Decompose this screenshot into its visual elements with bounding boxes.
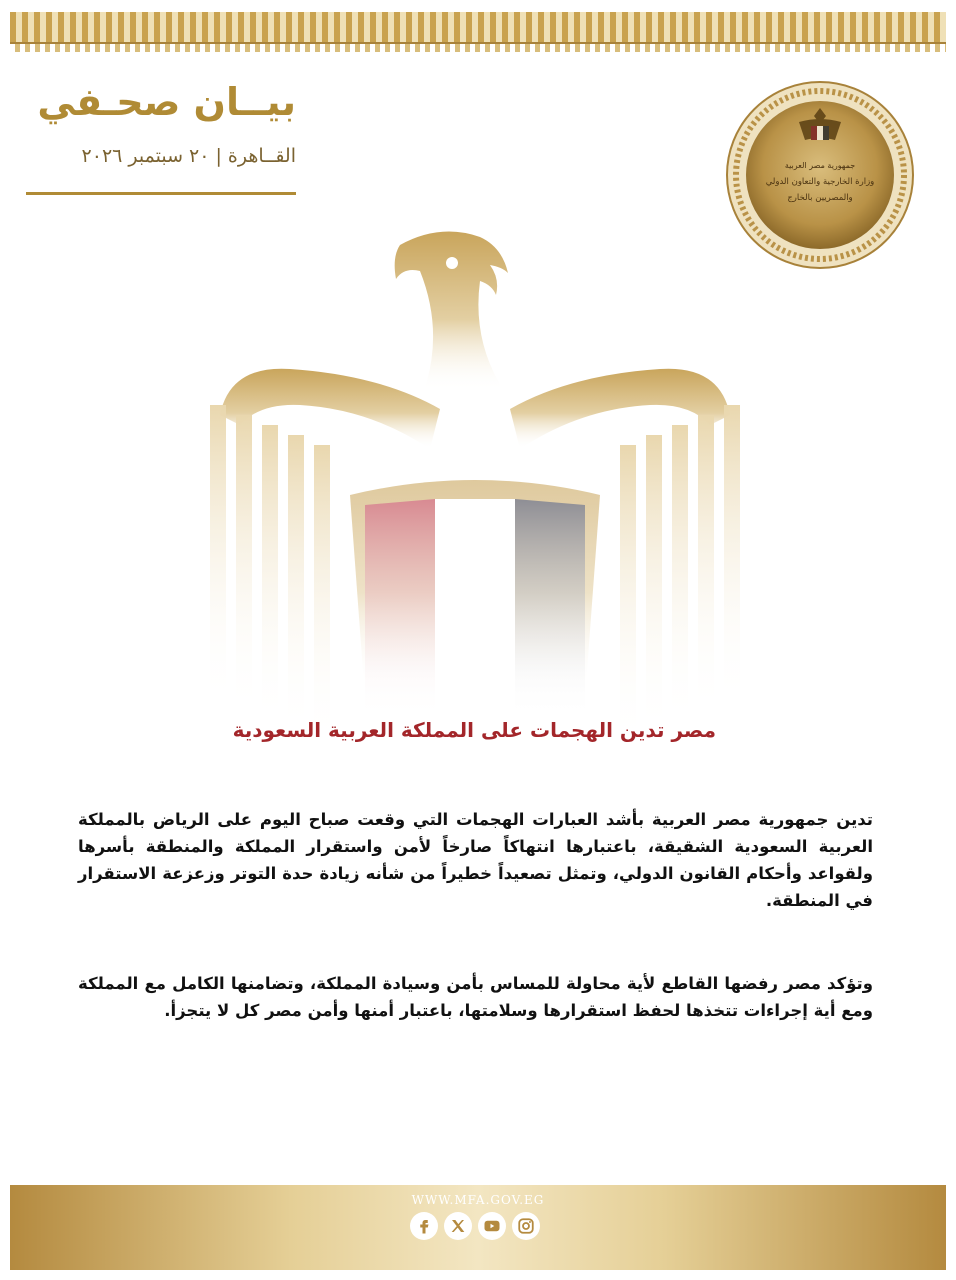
date-line: القــاهرة | ٢٠ سبتمبر ٢٠٢٦ <box>81 145 296 167</box>
seal-text-top: جمهورية مصر العربية <box>784 161 856 170</box>
seal-text-line1: وزارة الخارجية والتعاون الدولي <box>765 177 875 187</box>
press-release-headline: مصر تدين الهجمات على المملكة العربية السعودية <box>232 718 716 742</box>
eagle-emblem-watermark <box>190 225 760 785</box>
x-icon[interactable] <box>444 1212 472 1240</box>
top-ornamental-border <box>10 12 946 44</box>
youtube-icon[interactable] <box>478 1212 506 1240</box>
footer-band <box>10 1185 946 1270</box>
website-url[interactable]: WWW.MFA.GOV.EG <box>411 1193 545 1207</box>
header-divider <box>26 192 296 195</box>
page-title: بيــان صحـفي <box>37 80 296 124</box>
seal-text-line2: والمصريين بالخارج <box>787 193 853 203</box>
body-paragraph-2: وتؤكد مصر رفضها القاطع لأية محاولة للمساس بأمن وسيادة المملكة، وتضامنها الكامل مع المملكة ومع أية إجراءات تتخذها لحفظ استقرارها وسلامتها، باعتبار أمنها وأمن مصر كل لا يتجزأ. <box>78 974 873 1020</box>
facebook-icon[interactable] <box>410 1212 438 1240</box>
instagram-icon[interactable] <box>512 1212 540 1240</box>
social-links <box>410 1212 540 1240</box>
body-paragraph-1: تدين جمهورية مصر العربية بأشد العبارات الهجمات التي وقعت صباح اليوم على الرياض بالمملكة العربية السعودية الشقيقة، باعتبارها انتهاكاً صارخاً لأمن واستقرار المملكة والمنطقة بأسرها ولقواعد وأحكام القانون الدولي، وتمثل تصعيداً خطيراً من شأنه زيادة حدة التوتر وزعزعة الاستقرار في المنطقة. <box>78 810 873 910</box>
